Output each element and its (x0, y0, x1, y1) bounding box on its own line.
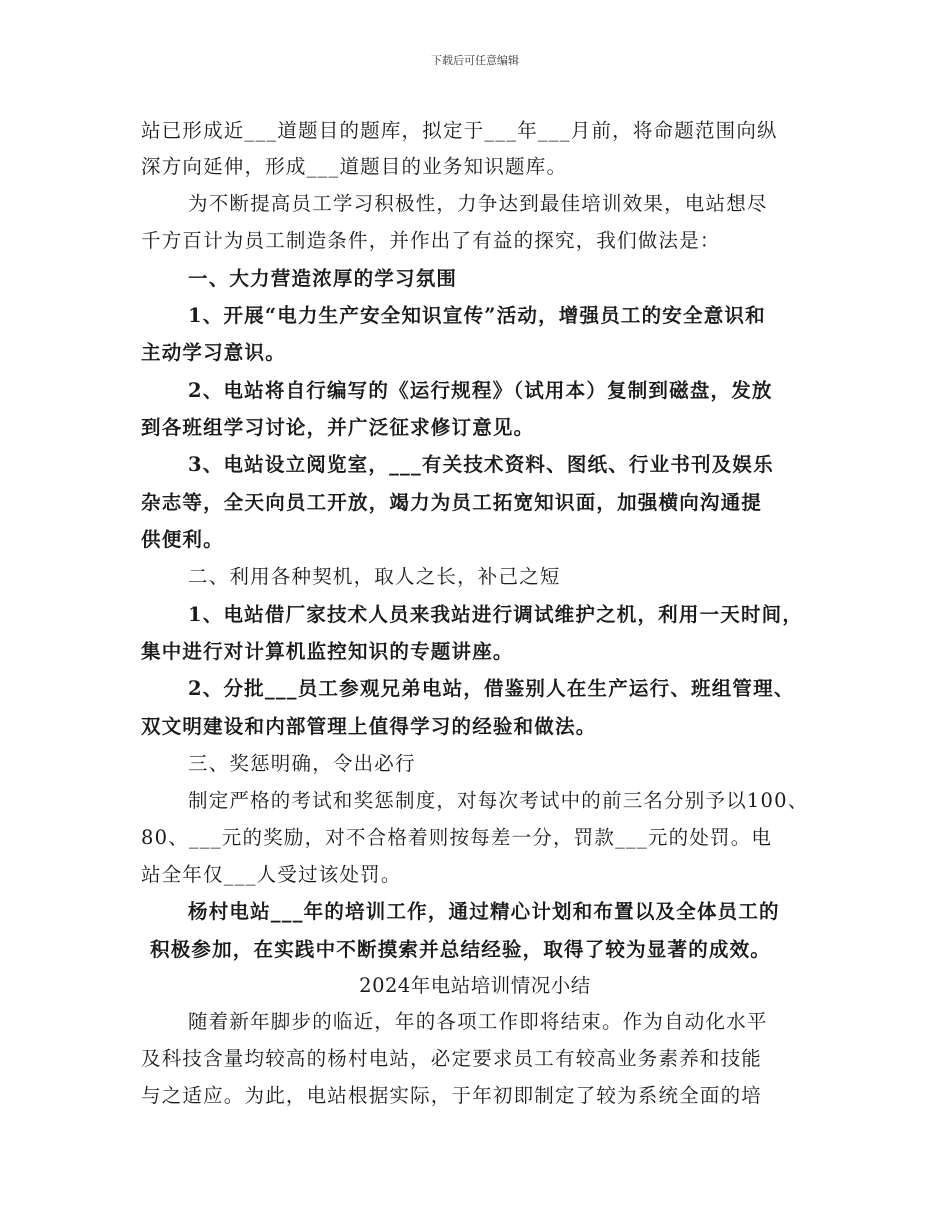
text-line: 站已形成近___道题目的题库，拟定于___年___月前，将命题范围向纵 (141, 119, 778, 142)
text-line: 供便利。 (141, 528, 224, 551)
text-line: 80、___元的奖励，对不合格着则按每差一分，罚款___元的处罚。电 (141, 826, 773, 849)
text-line: 双文明建设和内部管理上值得学习的经验和做法。 (141, 715, 597, 738)
text-line: 积极参加，在实践中不断摸索并总结经验，取得了较为显著的成效。 (150, 938, 772, 961)
page-header: 下载后可任意编辑 (431, 54, 519, 67)
section-heading: 三、奖惩明确，令出必行 (188, 752, 416, 775)
text-line: 1、开展“电力生产安全知识宣传”活动，增强员工的安全意识和 (188, 304, 766, 327)
text-line: 深方向延伸，形成___道题目的业务知识题库。 (141, 155, 568, 178)
document-title: 2024年电站培训情况小结 (359, 974, 591, 997)
text-line: 随着新年脚步的临近，年的各项工作即将结束。作为自动化水平 (188, 1010, 768, 1033)
text-line: 集中进行对计算机监控知识的专题讲座。 (141, 640, 514, 663)
section-heading: 二、利用各种契机，取人之长，补己之短 (188, 565, 561, 588)
text-line: 与之适应。为此，电站根据实际，于年初即制定了较为系统全面的培 (141, 1084, 763, 1107)
text-line: 1、电站借厂家技术人员来我站进行调试维护之机，利用一天时间， (188, 603, 804, 626)
text-line: 2、分批___员工参观兄弟电站，借鉴别人在生产运行、班组管理、 (188, 677, 795, 700)
text-line: 3、电站设立阅览室，___有关技术资料、图纸、行业书刊及娱乐 (188, 453, 774, 476)
text-line: 杨村电站___年的培训工作，通过精心计划和布置以及全体员工的 (188, 900, 780, 923)
text-line: 主动学习意识。 (141, 341, 286, 364)
text-line: 杂志等，全天向员工开放，竭力为员工拓宽知识面，加强横向沟通提 (141, 491, 763, 514)
text-line: 及科技含量均较高的杨村电站，必定要求员工有较高业务素养和技能 (141, 1047, 763, 1070)
text-line: 为不断提高员工学习积极性，力争达到最佳培训效果，电站想尽 (188, 192, 768, 215)
text-line: 到各班组学习讨论，并广泛征求修订意见。 (141, 416, 535, 439)
section-heading: 一、大力营造浓厚的学习氛围 (188, 267, 458, 290)
text-line: 制定严格的考试和奖惩制度，对每次考试中的前三名分别予以100、 (188, 789, 809, 812)
text-line: 2、电站将自行编写的《运行规程》（试用本）复制到磁盘，发放 (188, 379, 773, 402)
text-line: 站全年仅___人受过该处罚。 (141, 863, 402, 886)
text-line: 千方百计为员工制造条件，并作出了有益的探究，我们做法是： (141, 229, 721, 252)
